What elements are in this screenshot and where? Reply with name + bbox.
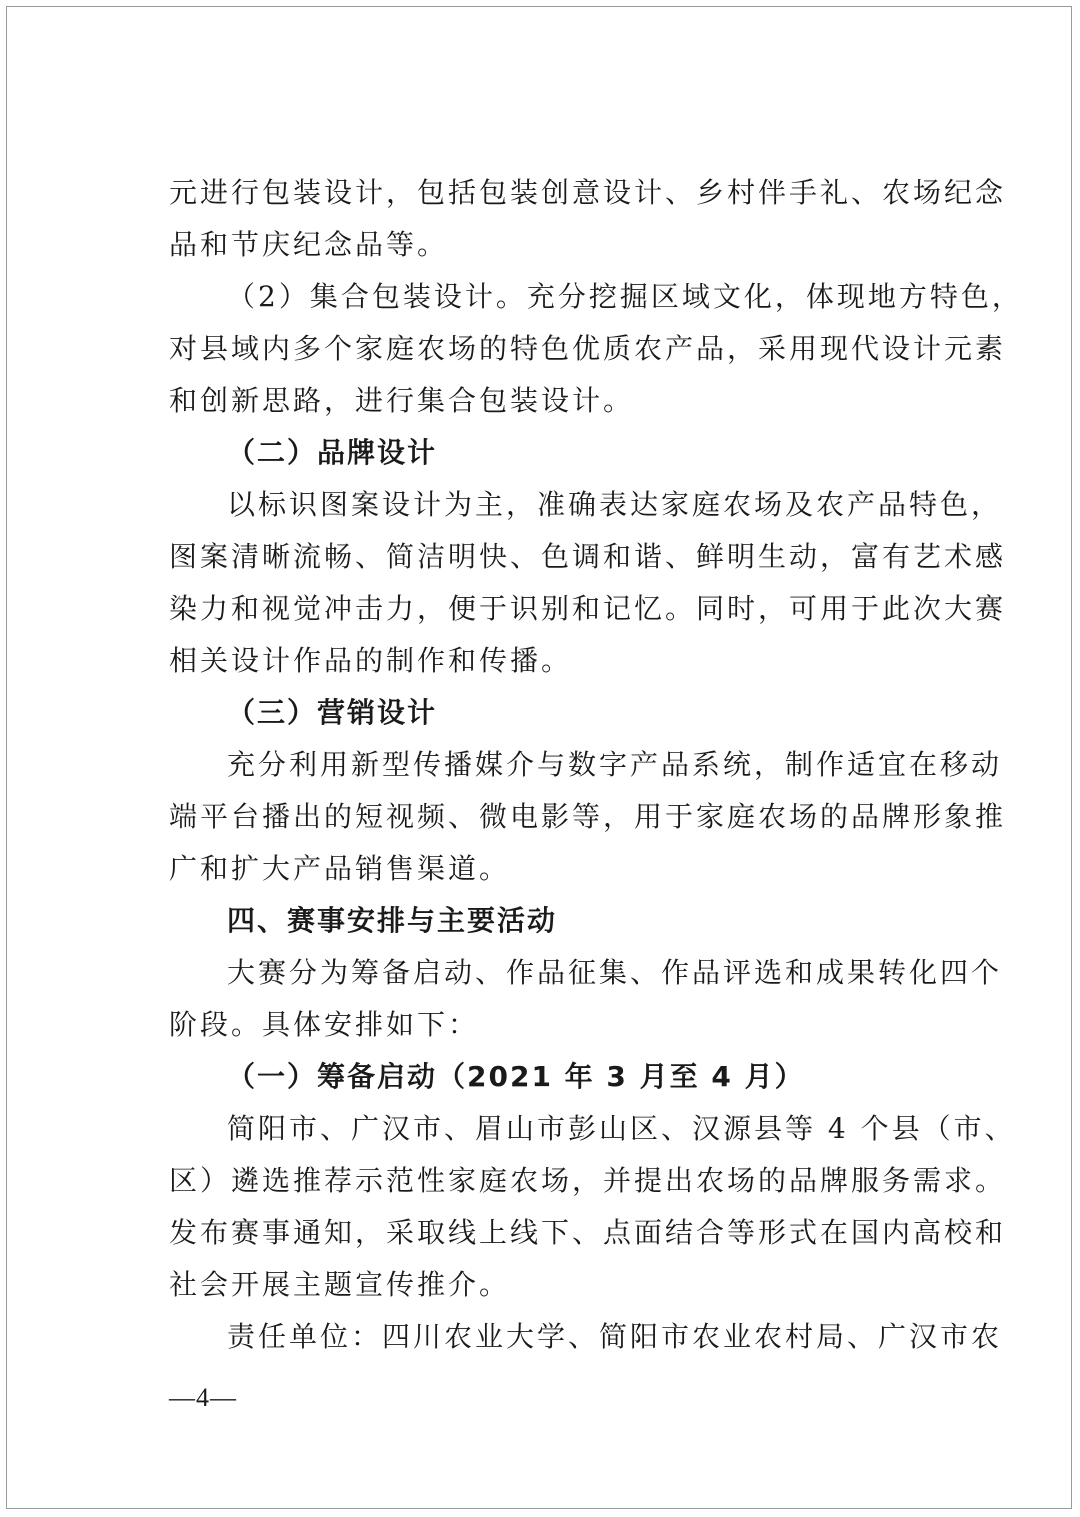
paragraph-start: 责任单位：四川农业大学、简阳市农业农村局、广汉市农: [227, 1320, 1003, 1353]
paragraph-start: （2）集合包装设计。充分挖掘区域文化，体现地方特色，: [227, 280, 1023, 313]
section-heading-preparation: （一）筹备启动（2021 年 3 月至 4 月）: [227, 1060, 805, 1093]
section-heading-marketing-design: （三）营销设计: [227, 696, 438, 729]
text-line: 和创新思路，进行集合包装设计。: [169, 384, 635, 417]
paragraph-start: 大赛分为筹备启动、作品征集、作品评选和成果转化四个: [227, 956, 1003, 989]
page-number: —4—: [169, 1383, 237, 1412]
text-line: 端平台播出的短视频、微电影等，用于家庭农场的品牌形象推: [169, 800, 1007, 833]
paragraph-start: 充分利用新型传播媒介与数字产品系统，制作适宜在移动: [227, 748, 1003, 781]
text-line: 区）遴选推荐示范性家庭农场，并提出农场的品牌服务需求。: [169, 1164, 1007, 1197]
text-line: 染力和视觉冲击力，便于识别和记忆。同时，可用于此次大赛: [169, 592, 1007, 625]
text-line: 社会开展主题宣传推介。: [169, 1268, 511, 1301]
text-line: 发布赛事通知，采取线上线下、点面结合等形式在国内高校和: [169, 1216, 1007, 1249]
document-body: [169, 167, 1023, 1363]
paragraph-start: 简阳市、广汉市、眉山市彭山区、汉源县等 4 个县（市、: [227, 1112, 1016, 1145]
paragraph-start: 以标识图案设计为主，准确表达家庭农场及农产品特色，: [227, 488, 1003, 521]
text-line: 相关设计作品的制作和传播。: [169, 644, 573, 677]
text-line: 阶段。具体安排如下：: [169, 1008, 480, 1041]
text-line: 元进行包装设计，包括包装创意设计、乡村伴手礼、农场纪念: [169, 176, 1007, 209]
text-line: 图案清晰流畅、简洁明快、色调和谐、鲜明生动，富有艺术感: [169, 540, 1007, 573]
text-line: 广和扩大产品销售渠道。: [169, 852, 511, 885]
section-heading-schedule: 四、赛事安排与主要活动: [227, 904, 558, 937]
section-heading-brand-design: （二）品牌设计: [227, 436, 438, 469]
text-line: 对县域内多个家庭农场的特色优质农产品，采用现代设计元素: [169, 332, 1007, 365]
document-page: [6, 6, 1072, 1509]
text-line: 品和节庆纪念品等。: [169, 228, 449, 261]
